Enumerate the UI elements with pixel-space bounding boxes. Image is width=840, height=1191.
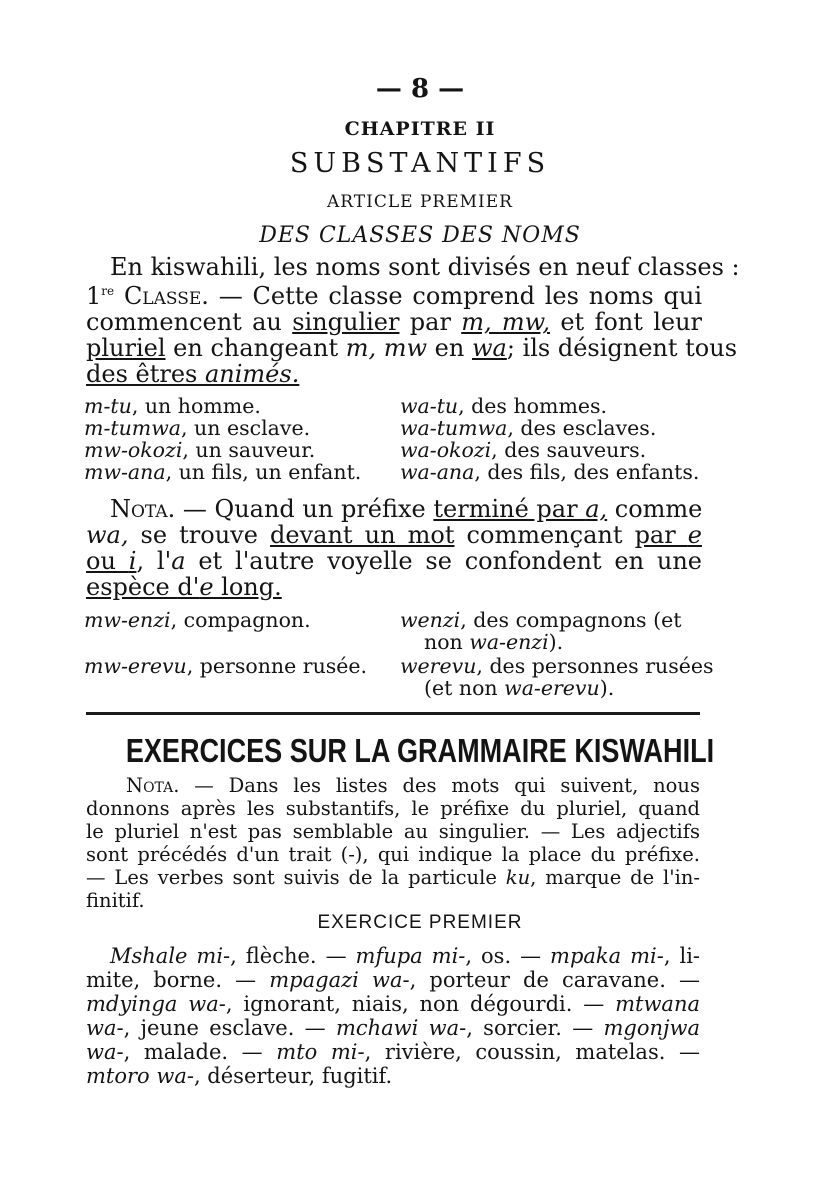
- example-plural-continued: (et non wa-erevu).: [424, 676, 615, 700]
- nota1-line-4: espèce d'e long.: [86, 573, 282, 601]
- chapter-heading: CHAPITRE II: [344, 118, 496, 140]
- exercise1-line-1: Mshale mi-, flèche. — mfupa mi-, os. — mpaka mi-, li-: [110, 944, 701, 968]
- subtitle: DES CLASSES DES NOMS: [259, 223, 581, 248]
- nota2-line-3: le pluriel n'est pas semblable au singulier. — Les adjectifs: [86, 820, 700, 843]
- section-title: SUBSTANTIFS: [289, 148, 551, 179]
- example-plural-continued: non wa-enzi).: [424, 630, 564, 654]
- nota-label: Nota.: [110, 495, 176, 523]
- example-singular: mw-enzi, compagnon.: [84, 608, 311, 632]
- class1-line-3: pluriel en changeant m, mw en wa; ils désignent tous: [86, 334, 738, 362]
- class1-line-2: commencent au singulier par m, mw, et font leur: [86, 308, 703, 336]
- example-plural: werevu, des personnes rusées: [400, 654, 714, 678]
- class1-label: 1re Classe.: [86, 282, 209, 310]
- nota1-line-1: Nota. — Quand un préfixe terminé par a, comme: [110, 495, 703, 523]
- class1-line-1: 1re Classe. — Cette classe comprend les noms qui: [86, 282, 702, 310]
- exercise1-line-4: wa-, jeune esclave. — mchawi wa-, sorcier. — mgonjwa: [86, 1016, 700, 1040]
- page-number: — 8 —: [375, 74, 465, 104]
- nota-label: Nota.: [126, 774, 180, 797]
- example-plural: wa-okozi, des sauveurs.: [400, 438, 647, 462]
- example-singular: mw-ana, un fils, un enfant.: [84, 460, 362, 484]
- example-plural: wenzi, des compagnons (et: [400, 608, 682, 632]
- exercise1-line-5: wa-, malade. — mto mi-, rivière, coussin, matelas. —: [86, 1040, 700, 1064]
- example-plural: wa-ana, des fils, des enfants.: [400, 460, 700, 484]
- nota2-line-5: — Les verbes sont suivis de la particule ku, marque de l'in-: [86, 866, 700, 889]
- example-plural: wa-tumwa, des esclaves.: [400, 416, 657, 440]
- article-heading: ARTICLE PREMIER: [327, 192, 513, 212]
- exercises-title: EXERCICES SUR LA GRAMMAIRE KISWAHILI: [125, 732, 715, 769]
- example-singular: m-tumwa, un esclave.: [84, 416, 311, 440]
- nota2-line-4: sont précédés d'un trait (-), qui indique la place du préfixe.: [86, 843, 700, 866]
- exercise1-title: EXERCICE PREMIER: [317, 912, 523, 933]
- intro-paragraph: En kiswahili, les noms sont divisés en neuf classes :: [110, 253, 740, 281]
- nota1-line-3: ou i, l'a et l'autre voyelle se confondent en une: [86, 547, 702, 575]
- example-singular: mw-erevu, personne rusée.: [84, 654, 368, 678]
- nota2-line-2: donnons après les substantifs, le préfixe du pluriel, quand: [86, 797, 700, 820]
- nota2-line-1: Nota. — Dans les listes des mots qui suivent, nous: [126, 774, 700, 797]
- exercise1-line-3: mdyinga wa-, ignorant, niais, non dégourdi. — mtwana: [86, 992, 700, 1016]
- exercise1-line-2: mite, borne. — mpagazi wa-, porteur de caravane. —: [86, 968, 700, 992]
- nota2-line-6: finitif.: [86, 889, 145, 912]
- section-divider: [86, 712, 700, 715]
- example-singular: mw-okozi, un sauveur.: [84, 438, 316, 462]
- class1-line-4: des êtres animés.: [86, 360, 300, 388]
- nota1-line-2: wa, se trouve devant un mot commençant par e: [86, 521, 702, 549]
- example-plural: wa-tu, des hommes.: [400, 394, 608, 418]
- exercise1-line-6: mtoro wa-, déserteur, fugitif.: [86, 1064, 393, 1088]
- example-singular: m-tu, un homme.: [84, 394, 261, 418]
